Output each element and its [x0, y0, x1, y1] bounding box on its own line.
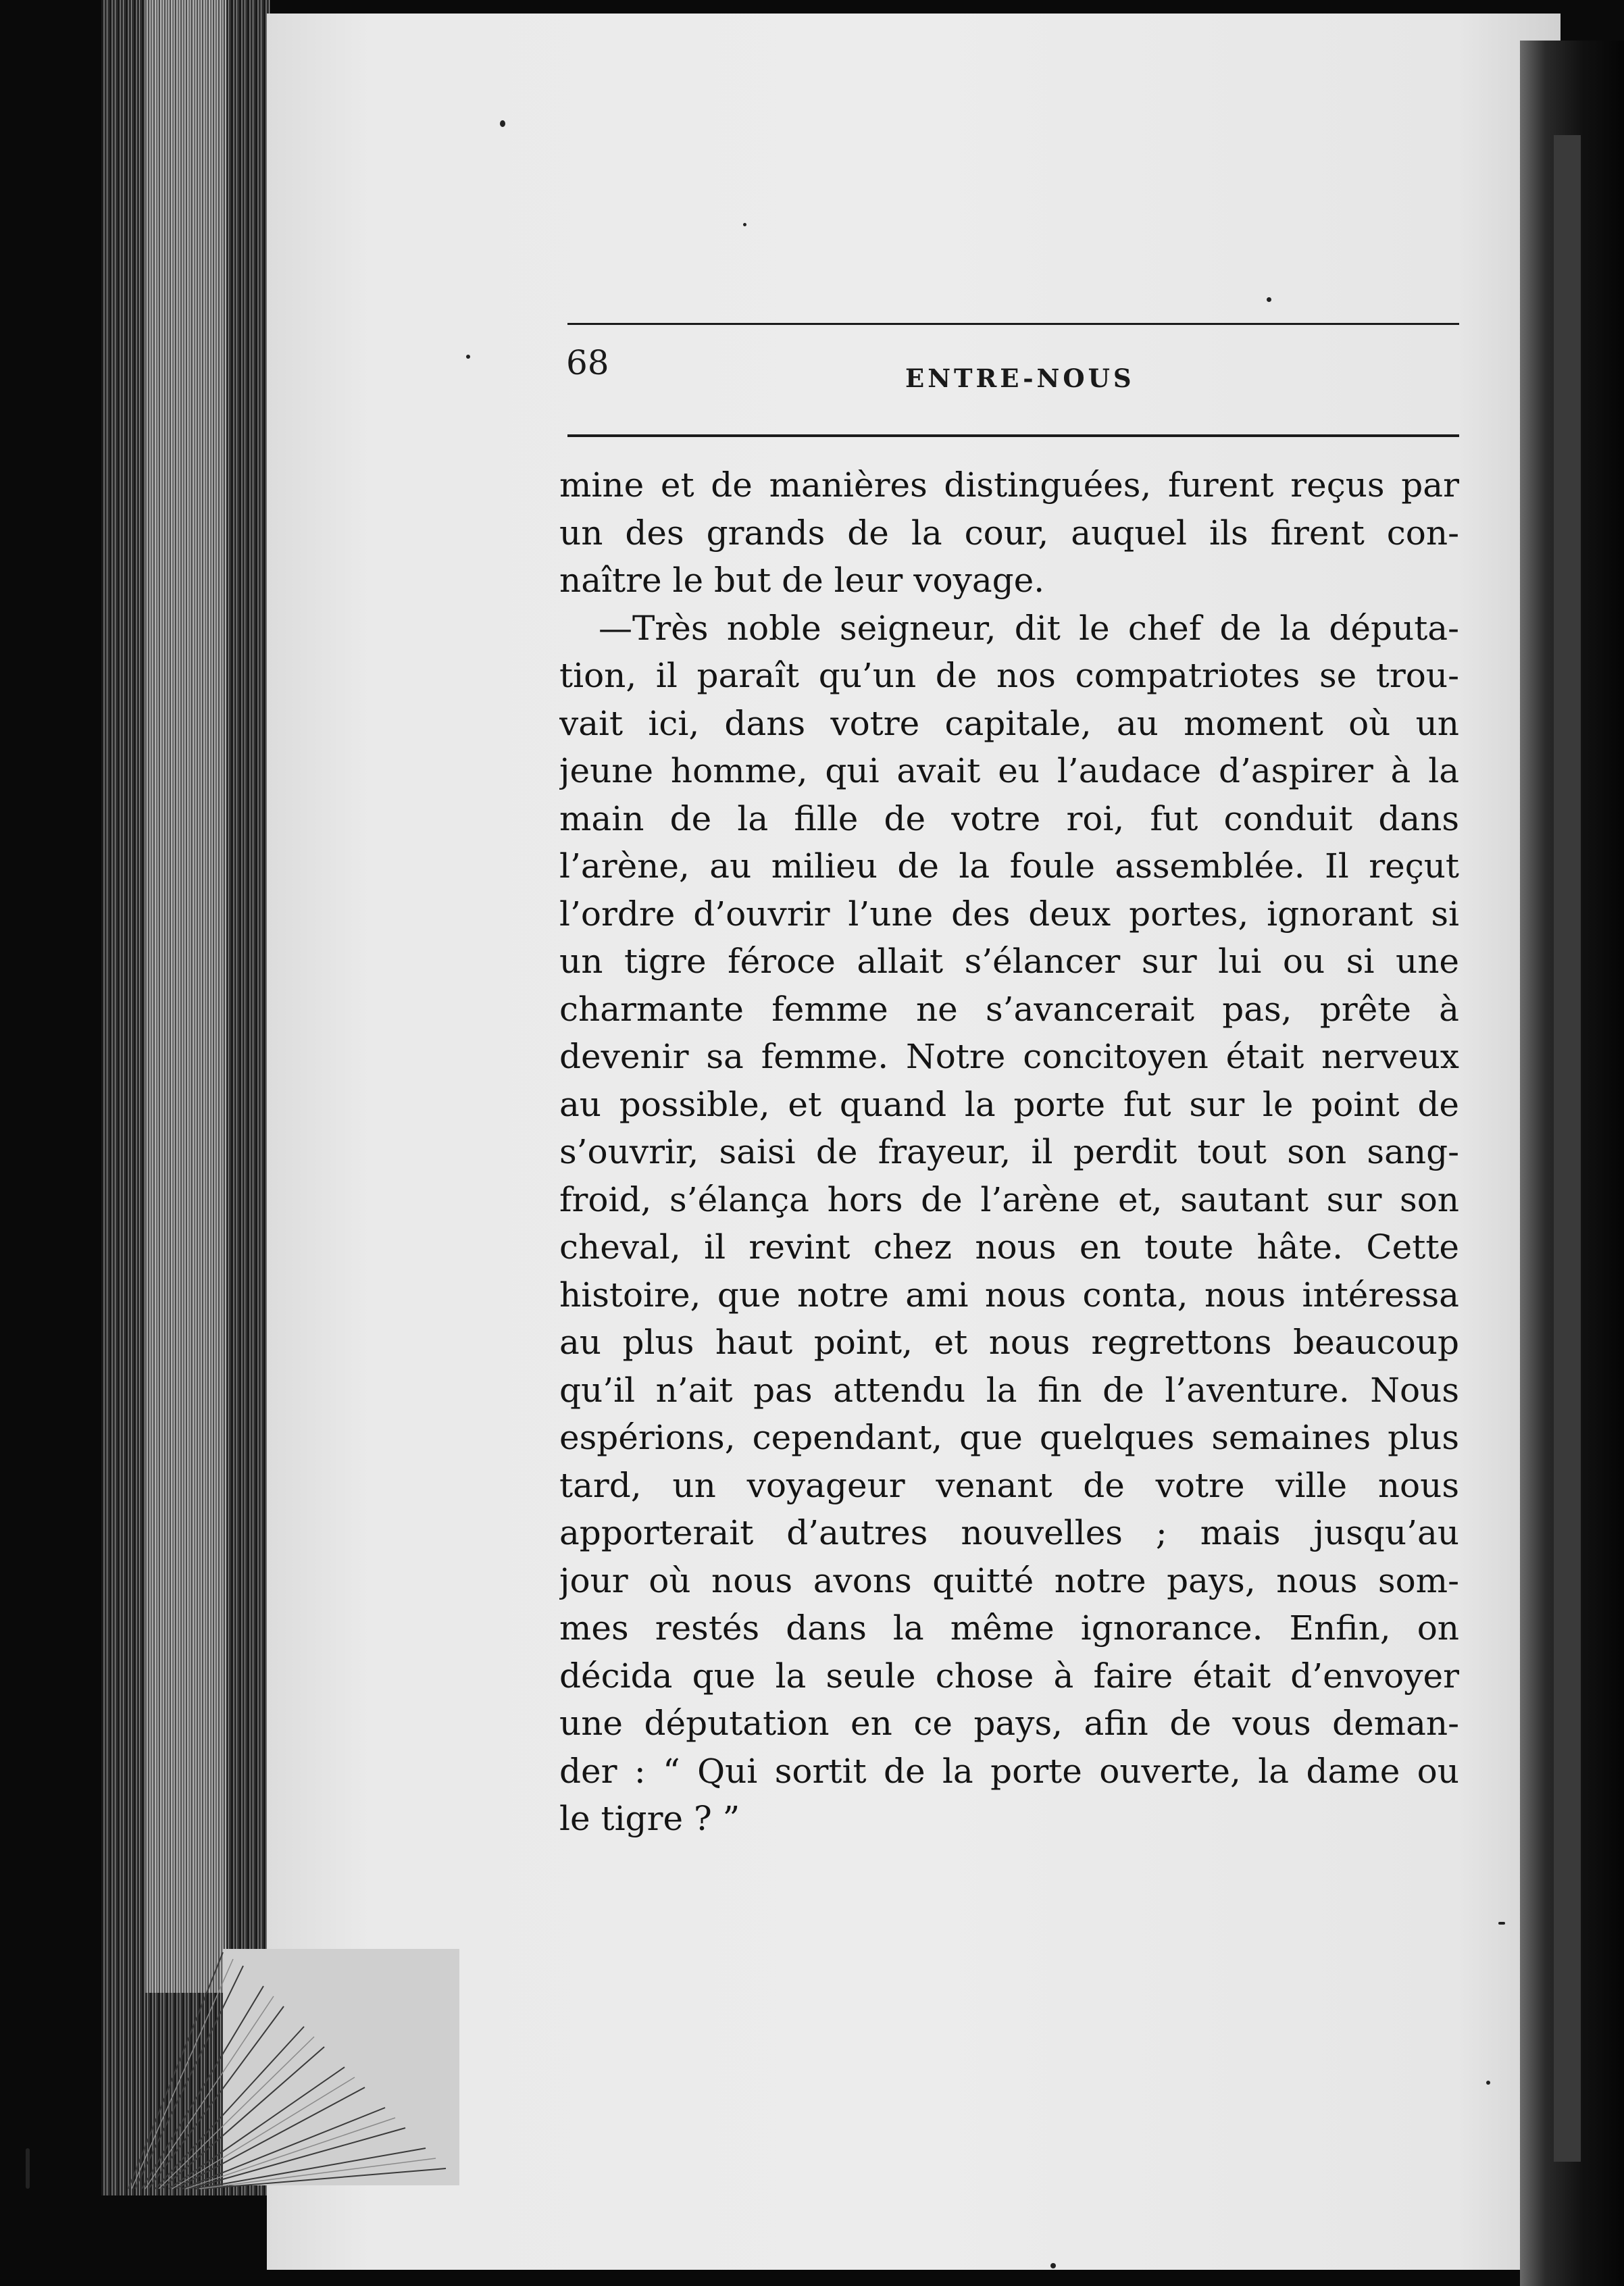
text-line: der : “ Qui sortit de la porte ouverte, la dame ou [559, 1751, 1459, 1791]
text-line: s’ouvrir, saisi de frayeur, il perdit tout son sang- [559, 1132, 1459, 1171]
text-line: mine et de manières distinguées, furent reçus par [559, 465, 1459, 505]
text-line: —Très noble seigneur, dit le chef de la députa- [599, 608, 1459, 648]
text-line: l’ordre d’ouvrir l’une des deux portes, ignorant si [559, 894, 1459, 934]
dust-speck [743, 223, 746, 226]
text-line: au possible, et quand la porte fut sur le point de [559, 1084, 1459, 1124]
dust-speck [1498, 1922, 1505, 1925]
book-spine-band [1554, 135, 1581, 2162]
dust-speck [26, 2148, 30, 2189]
text-line: l’arène, au milieu de la foule assemblée. Il reçut [559, 846, 1459, 886]
header-rule-bottom [567, 434, 1459, 437]
text-line: cheval, il revint chez nous en toute hâte. Cette [559, 1227, 1459, 1267]
running-title: ENTRE-NOUS [905, 363, 1135, 393]
text-line: qu’il n’ait pas attendu la fin de l’aventure. Nous [559, 1370, 1459, 1410]
text-line: un des grands de la cour, auquel ils firent con- [559, 513, 1459, 553]
text-line: histoire, que notre ami nous conta, nous intéressa [559, 1275, 1459, 1315]
text-line: charmante femme ne s’avancerait pas, prête à [559, 989, 1459, 1029]
page-number: 68 [566, 343, 609, 382]
dust-speck [1267, 297, 1271, 302]
text-line: tard, un voyageur venant de votre ville nous [559, 1465, 1459, 1505]
dust-speck [466, 355, 470, 359]
text-line: une députation en ce pays, afin de vous deman- [559, 1704, 1459, 1743]
header-rule-top [567, 323, 1459, 325]
text-line: main de la fille de votre roi, fut conduit dans [559, 798, 1459, 838]
dust-speck [1050, 2263, 1056, 2268]
text-line: apporterait d’autres nouvelles ; mais jusqu’au [559, 1513, 1459, 1552]
page-corner-fan [115, 1946, 466, 2202]
text-line: naître le but de leur voyage. [559, 561, 1045, 600]
text-line: tion, il paraît qu’un de nos compatriotes se trou- [559, 656, 1459, 695]
dust-speck [1486, 2081, 1490, 2085]
text-line: au plus haut point, et nous regrettons beaucoup [559, 1323, 1459, 1362]
text-line: le tigre ? ” [559, 1799, 740, 1838]
dust-speck [500, 120, 505, 127]
text-line: décida que la seule chose à faire était d’envoyer [559, 1656, 1459, 1696]
text-line: vait ici, dans votre capitale, au moment où un [559, 703, 1459, 743]
book-page-edges-highlight [145, 0, 226, 1993]
text-line: froid, s’élança hors de l’arène et, sautant sur son [559, 1179, 1459, 1219]
text-line: un tigre féroce allait s’élancer sur lui ou si une [559, 942, 1459, 981]
body-text [559, 461, 1459, 1843]
text-line: mes restés dans la même ignorance. Enfin, on [559, 1608, 1459, 1648]
text-line: jeune homme, qui avait eu l’audace d’aspirer à la [559, 751, 1459, 790]
text-line: jour où nous avons quitté notre pays, nous som- [559, 1560, 1459, 1600]
text-line: devenir sa femme. Notre concitoyen était nerveux [559, 1037, 1459, 1076]
text-line: espérions, cependant, que quelques semaines plus [559, 1418, 1459, 1457]
